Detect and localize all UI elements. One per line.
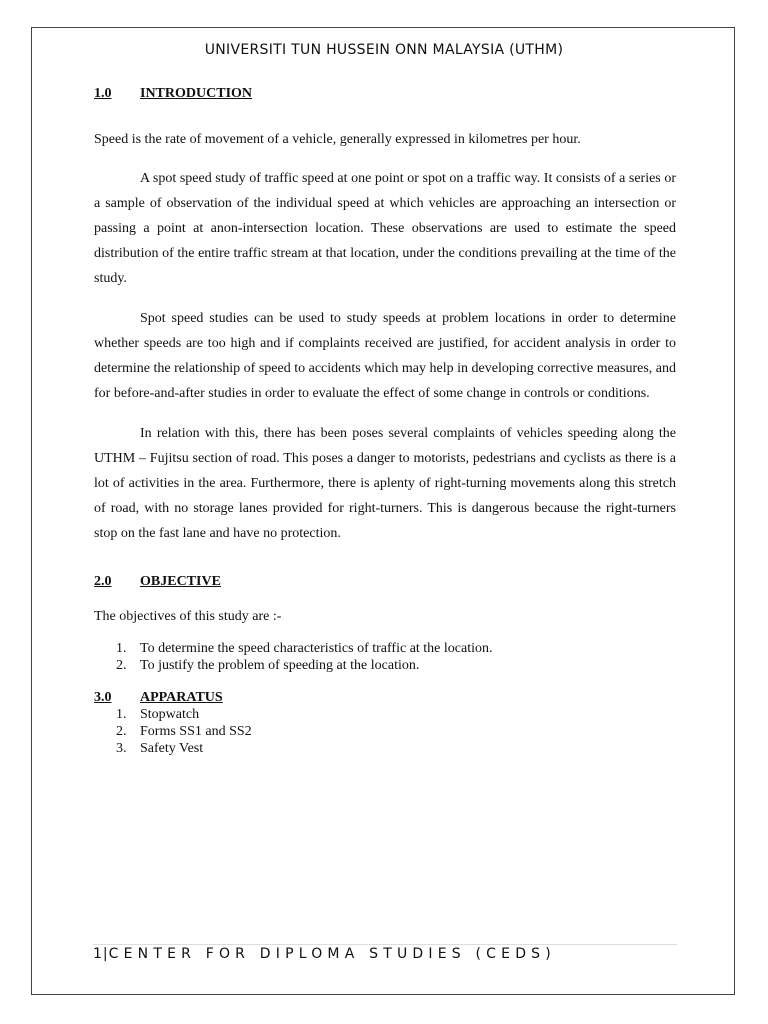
objective-list — [94, 640, 676, 674]
page-number: 1 — [93, 946, 103, 962]
list-item-number: 2. — [116, 658, 127, 673]
footer-text: CENTER FOR DIPLOMA STUDIES (CEDS) — [108, 946, 556, 962]
document-body — [94, 86, 676, 757]
list-item-number: 1. — [116, 641, 127, 656]
section-number: 2.0 — [94, 574, 112, 589]
list-item-text: To justify the problem of speeding at the location. — [140, 658, 420, 673]
page-footer — [93, 946, 556, 962]
section-number: 1.0 — [94, 86, 112, 101]
list-item-text: Stopwatch — [140, 707, 200, 722]
section-title: APPARATUS — [140, 690, 223, 705]
list-item-number: 2. — [116, 724, 127, 739]
list-item — [94, 657, 676, 674]
page-header: UNIVERSITI TUN HUSSEIN ONN MALAYSIA (UTHM) — [204, 42, 564, 58]
section-number: 3.0 — [94, 690, 112, 705]
list-item-number: 1. — [116, 707, 127, 722]
list-item — [94, 723, 676, 740]
list-item-number: 3. — [116, 741, 127, 756]
paragraph: In relation with this, there has been poses several complaints of vehicles speeding along the UTHM – Fujitsu section of road. This poses a danger to motorists, pedestrians and cyclists as there is a lot of activities in the area. Furthermore, there is aplenty of right-turning movements along this stretch of road, with no storage lanes provided for right-turners. This is dangerous because the right-turners stop on the fast lane and have no protection. — [94, 426, 676, 541]
list-item-text: Safety Vest — [140, 741, 204, 756]
list-item-text: Forms SS1 and SS2 — [140, 724, 252, 739]
paragraph: Speed is the rate of movement of a vehicle, generally expressed in kilometres per hour. — [94, 132, 581, 147]
section-heading-introduction — [94, 86, 676, 102]
footer-separator: | — [102, 946, 109, 962]
list-item — [94, 706, 676, 723]
list-item-text: To determine the speed characteristics of traffic at the location. — [140, 641, 493, 656]
paragraph: Spot speed studies can be used to study speeds at problem locations in order to determine whether speeds are too high and if complaints received are justified, for accident analysis in order to determine the relationship of speed to accidents which may help in developing corrective measures, and for before-and-after studies in order to evaluate the effect of some change in controls or conditions. — [94, 311, 676, 401]
section-heading-apparatus — [94, 690, 676, 706]
section-title: INTRODUCTION — [140, 86, 253, 101]
footer-divider — [93, 944, 677, 945]
paragraph: A spot speed study of traffic speed at one point or spot on a traffic way. It consists of a series or a sample of observation of the individual speed at which vehicles are approaching an intersection or passing a point at anon-intersection location. These observations are used to estimate the speed distribution of the entire traffic stream at that location, under the conditions prevailing at the time of the study. — [94, 171, 676, 286]
paragraph: The objectives of this study are :- — [94, 609, 282, 624]
section-heading-objective — [94, 574, 676, 590]
section-title: OBJECTIVE — [140, 574, 221, 589]
apparatus-list — [94, 706, 676, 757]
list-item — [94, 640, 676, 657]
list-item — [94, 740, 676, 757]
